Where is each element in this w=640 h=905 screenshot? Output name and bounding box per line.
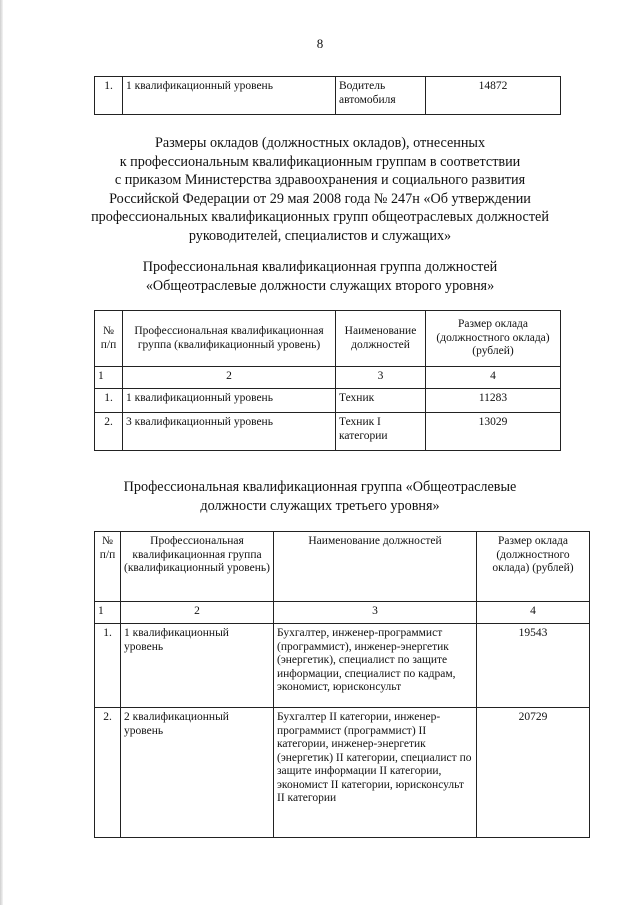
header-num: № п/п [95,532,121,602]
row-salary: 13029 [426,413,561,451]
table-row [95,624,590,708]
row-salary: 14872 [426,77,561,115]
colnum: 1 [95,602,121,624]
colnum: 4 [477,602,590,624]
page-number: 8 [316,36,324,51]
row-position: Бухгалтер, инженер-программист (программист), инженер-энергетик (энергетик), специалист по защите информации, специалист по кадрам, экономист, юрисконсульт [274,624,477,708]
group3-title [0,478,640,515]
row-num: 1. [95,77,123,115]
header-group: Профессиональная квалификационная группа (квалификационный уровень) [121,532,274,602]
header-salary: Размер оклада (должностного оклада) (рублей) [426,311,561,367]
colnum: 4 [426,367,561,389]
table-second-level [94,310,561,451]
main-title-line: профессиональных квалификационных групп общеотраслевых должностей [91,209,549,225]
group3-title-line: Профессиональная квалификационная группа «Общеотраслевые [123,479,517,495]
header-position: Наименование должностей [336,311,426,367]
column-number-row [95,367,561,389]
row-num: 2. [95,413,123,451]
table-header-row [95,532,590,602]
table-row [95,389,561,413]
table-row [95,77,561,115]
row-num: 2. [95,708,121,838]
row-salary: 19543 [477,624,590,708]
group2-title [0,258,640,295]
row-level: 1 квалификационный уровень [123,77,336,115]
main-title-line: Размеры окладов (должностных окладов), отнесенных [154,135,486,151]
table-third-level [94,531,590,838]
main-title-line: к профессиональным квалификационным группам в соответствии [119,153,521,170]
group3-title-line: должности служащих третьего уровня» [200,497,440,514]
row-level: 2 квалификационный уровень [121,708,274,838]
colnum: 2 [121,602,274,624]
row-position: Бухгалтер II категории, инженер-программист (программист) II категории, инженер-энергетик (энергетик) II категории, специалист по защите информации II категории, экономист II категории, юрисконсульт II категории [274,708,477,838]
row-level: 1 квалификационный уровень [121,624,274,708]
colnum: 3 [274,602,477,624]
table-header-row [95,311,561,367]
row-num: 1. [95,624,121,708]
main-title [0,134,640,245]
row-level: 1 квалификационный уровень [123,389,336,413]
row-num: 1. [95,389,123,413]
row-position: Техник I категории [336,413,426,451]
row-position: Водитель автомобиля [336,77,426,115]
header-group: Профессиональная квалификационная группа (квалификационный уровень) [123,311,336,367]
main-title-line: Российской Федерации от 29 мая 2008 года № 247н «Об утверждении [109,190,531,207]
header-position: Наименование должностей [274,532,477,602]
header-salary: Размер оклада (должностного оклада) (рублей) [477,532,590,602]
colnum: 2 [123,367,336,389]
table-row [95,413,561,451]
column-number-row [95,602,590,624]
main-title-line: с приказом Министерства здравоохранения и социального развития [114,172,526,188]
row-salary: 11283 [426,389,561,413]
colnum: 1 [95,367,123,389]
colnum: 3 [336,367,426,389]
top-table [94,76,561,115]
row-salary: 20729 [477,708,590,838]
group2-title-line: Профессиональная квалификационная группа должностей [142,259,498,275]
row-position: Техник [336,389,426,413]
main-title-line: руководителей, специалистов и служащих» [188,227,452,244]
table-row [95,708,590,838]
header-num: № п/п [95,311,123,367]
row-level: 3 квалификационный уровень [123,413,336,451]
group2-title-line: «Общеотраслевые должности служащих второго уровня» [145,277,495,294]
